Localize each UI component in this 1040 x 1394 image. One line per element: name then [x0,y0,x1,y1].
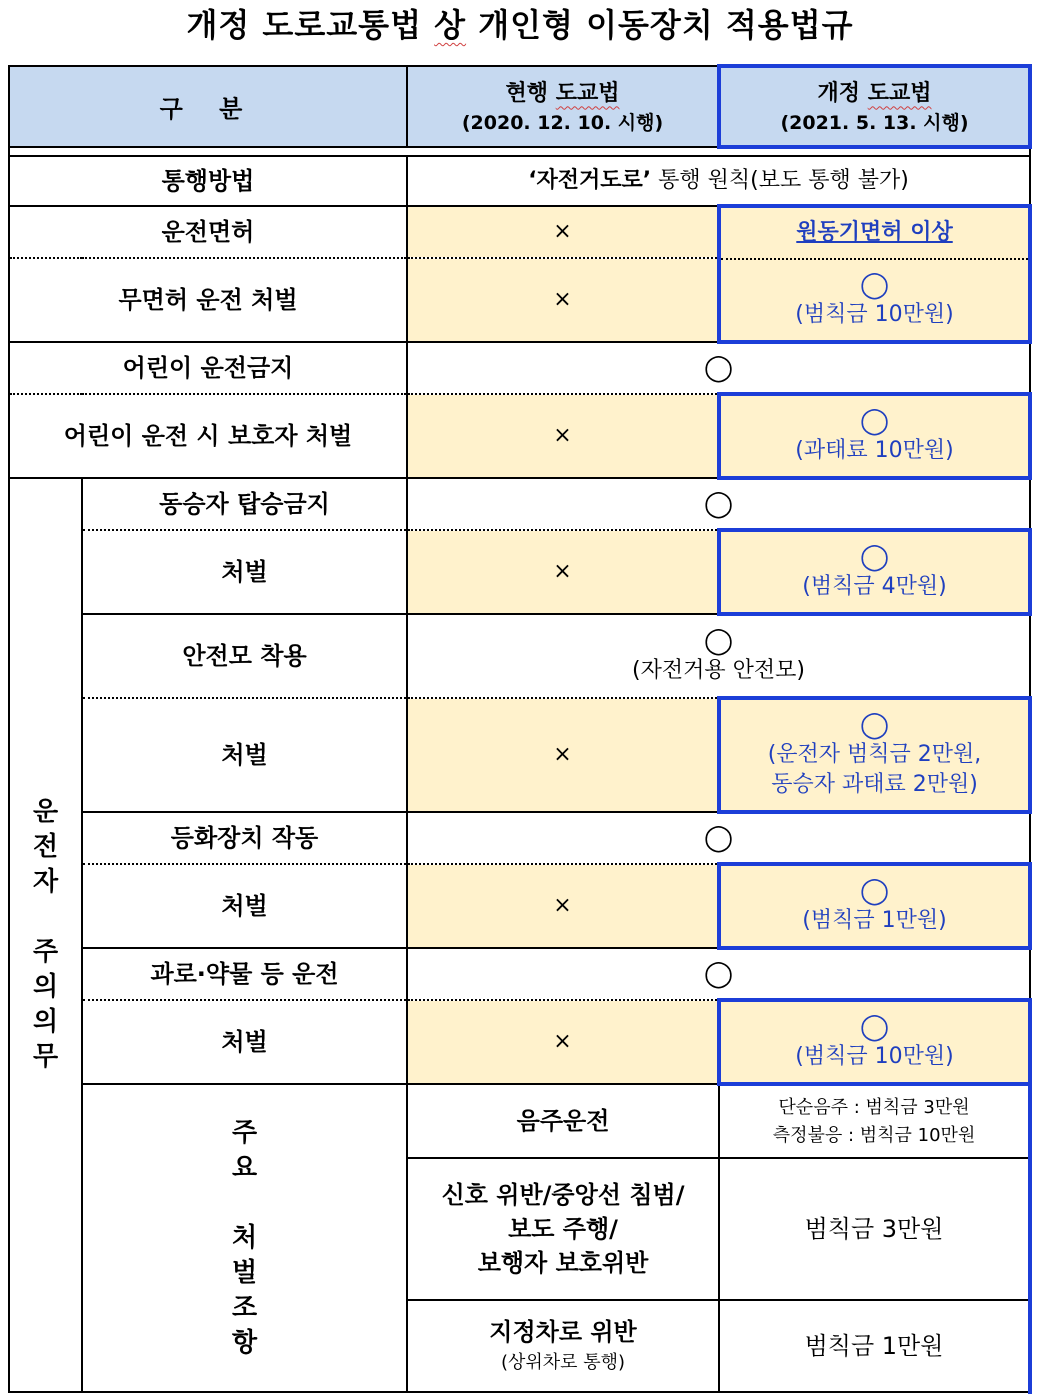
row-value: ◯ [407,948,1030,1000]
page-title: 개정 도로교통법 상 개인형 이동장치 적용법규 [186,6,854,44]
current-value: × [407,698,719,812]
current-value: 단순음주 : 범칙금 3만원 측정불응 : 범칙금 10만원 [719,1084,1030,1158]
revised-value: ◯ (범칙금 10만원) [719,1000,1030,1084]
current-value: × [407,258,719,342]
current-value: × [407,206,719,258]
row-value: ◯ (자전거용 안전모) [407,614,1030,698]
revised-value: ◯ (범칙금 1만원) [719,864,1030,948]
row-label: 과로·약물 등 운전 [82,948,407,1000]
regulation-table [8,64,1032,1394]
table-row [9,948,1030,1000]
revised-license-block [719,206,1030,342]
current-value: × [407,1000,719,1084]
header-revised-law: 개정 도교법 (2021. 5. 13. 시행) [719,66,1030,147]
table-row [9,1000,1030,1084]
row-label: 등화장치 작동 [82,812,407,864]
revised-value: ◯ (범칙금 10만원) [795,270,954,327]
table-row [9,394,1030,478]
table-row [9,156,1030,206]
row-label: 어린이 운전금지 [9,342,407,394]
header-category: 구 분 [9,66,407,147]
table-row [9,206,1030,258]
row-label: 신호 위반/중앙선 침범/ 보도 주행/ 보행자 보호위반 [407,1158,719,1300]
current-value: 범칙금 1만원 [719,1300,1030,1392]
row-label: 처벌 [82,698,407,812]
row-label: 지정차로 위반 (상위차로 통행) [407,1300,719,1392]
row-value: ◯ [407,812,1030,864]
header-separator [9,147,1030,156]
row-label: 운전면허 [9,206,407,258]
row-label: 동승자 탑승금지 [82,478,407,530]
table-row [9,342,1030,394]
row-label: 통행방법 [9,156,407,206]
group-label-driver-duty: 운 전 자 주 의 의 무 [9,478,82,1392]
revised-value: ◯ (운전자 범칙금 2만원, 동승자 과태료 2만원) [719,698,1030,812]
row-label: 처벌 [82,530,407,614]
row-value: ◯ [407,342,1030,394]
table-row [9,864,1030,948]
table-row [9,812,1030,864]
table-row [9,698,1030,812]
revised-value: 원동기면허 이상 [721,208,1028,260]
table-row [9,614,1030,698]
current-value: × [407,864,719,948]
revised-value: ◯ (범칙금 4만원) [719,530,1030,614]
row-label: 무면허 운전 처벌 [9,258,407,342]
table-row [9,1084,1030,1158]
row-label: 음주운전 [407,1084,719,1158]
table-row [9,478,1030,530]
current-value: 범칙금 3만원 [719,1158,1030,1300]
table-row [9,530,1030,614]
current-value: × [407,394,719,478]
header-current-law: 현행 도교법 (2020. 12. 10. 시행) [407,66,719,147]
row-label: 처벌 [82,864,407,948]
row-label: 어린이 운전 시 보호자 처벌 [9,394,407,478]
row-value: ◯ [407,478,1030,530]
group-label-penalty-clauses: 주 요 처 벌 조 항 [82,1084,407,1392]
row-label: 안전모 착용 [82,614,407,698]
revised-value: ◯ (과태료 10만원) [719,394,1030,478]
current-value: × [407,530,719,614]
row-value: ‘자전거도로’ 통행 원칙(보도 통행 불가) [407,156,1030,206]
table-header-row [9,66,1030,147]
row-label: 처벌 [82,1000,407,1084]
